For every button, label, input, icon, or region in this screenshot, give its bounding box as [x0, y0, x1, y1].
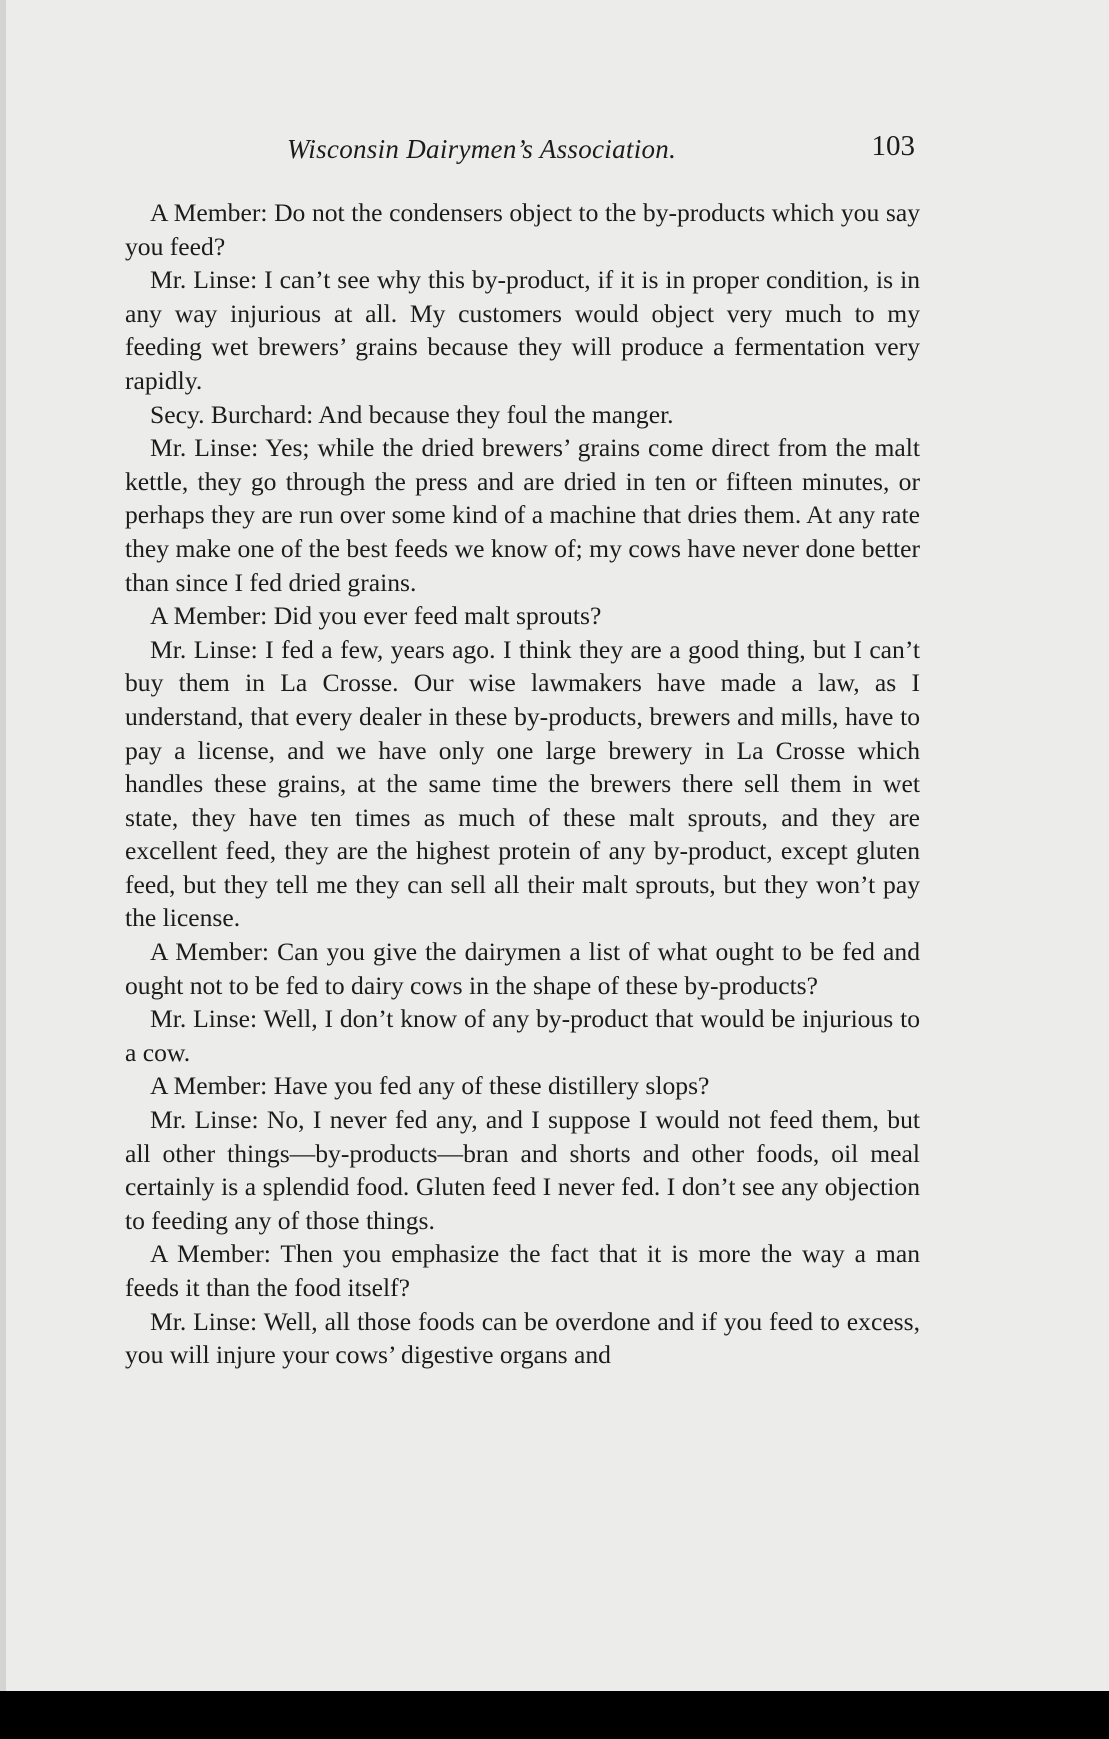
paragraph [125, 196, 920, 263]
paragraph [125, 1002, 920, 1069]
speaker-label: A Member: [150, 1071, 268, 1101]
speech-text: Did you ever feed malt sprouts? [273, 601, 602, 631]
speech-text: I fed a few, years ago. I think they are a good thing, but I can’t buy them in La Crosse. Our wise lawmakers have made a law, as I understand, that every dealer in these by-products, brewers and mills, have to pay a license, and we have only one large brewery in La Crosse which handles these grains, at the same time the brewers there sell them in wet state, they have ten times as much of these malt sprouts, and they are excellent feed, they are the highest protein of any by-product, except gluten feed, but they tell me they can sell all their malt sprouts, but they won’t pay the license. [125, 634, 921, 933]
paragraph [125, 263, 920, 397]
speaker-label: Secy. Burchard: [150, 399, 314, 429]
speaker-label: Mr. Linse: [150, 265, 258, 295]
paragraph [125, 1069, 920, 1103]
speaker-label: A Member: [150, 1239, 271, 1269]
speech-text: Then you emphasize the fact that it is more the way a man feeds it than the food itself? [125, 1239, 920, 1302]
page-number: 103 [871, 130, 915, 162]
speech-text: Can you give the dairymen a list of what ought to be fed and ought not to be fed to dairy cows in the shape of these by-products? [125, 937, 920, 1000]
speech-text: I can’t see why this by-product, if it is in proper condition, is in any way injurious at all. My customers would object very much to my feeding wet brewers’ grains because they will produce a fermentation very rapidly. [125, 265, 920, 395]
speaker-label: Mr. Linse: [150, 433, 259, 463]
speaker-label: Mr. Linse: [150, 634, 258, 664]
running-title: Wisconsin Dairymen’s Association. [287, 134, 677, 164]
speech-text: No, I never fed any, and I suppose I would not feed them, but all other things—by-products—bran and shorts and other foods, oil meal certainly is a splendid food. Gluten feed I never fed. I don’t see any objection to feeding any of those things. [125, 1105, 920, 1235]
speech-text: And because they foul the manger. [318, 399, 674, 429]
paragraph [125, 1103, 920, 1237]
paragraph [125, 1305, 920, 1372]
speaker-label: Mr. Linse: [150, 1306, 258, 1336]
speaker-label: Mr. Linse: [150, 1004, 258, 1034]
body-text [125, 196, 920, 1372]
speaker-label: A Member: [150, 601, 268, 631]
speech-text: Well, I don’t know of any by-product that would be injurious to a cow. [125, 1004, 921, 1067]
speaker-label: Mr. Linse: [150, 1105, 259, 1135]
speech-text: Do not the condensers object to the by-products which you say you feed? [125, 198, 920, 261]
page-binding-edge [0, 0, 6, 1739]
speech-text: Well, all those foods can be overdone and if you feed to excess, you will injure your cows’ digestive organs and [125, 1306, 920, 1370]
speaker-label: A Member: [150, 937, 270, 967]
speech-text: Have you fed any of these distillery slops? [273, 1071, 710, 1101]
speech-text: Yes; while the dried brewers’ grains come direct from the malt kettle, they go through the press and are dried in ten or fifteen minutes, or perhaps they are run over some kind of a machine that dries them. At any rate they make one of the best feeds we know of; my cows have never done better than since I fed dried grains. [125, 433, 921, 597]
paragraph [125, 633, 920, 935]
paragraph [125, 1237, 920, 1304]
scan-bottom-border [0, 1691, 1109, 1739]
paragraph [125, 431, 920, 599]
speaker-label: A Member: [150, 198, 268, 227]
paragraph [125, 398, 920, 432]
paragraph [125, 935, 920, 1002]
page-header [125, 130, 915, 170]
paragraph [125, 599, 920, 633]
